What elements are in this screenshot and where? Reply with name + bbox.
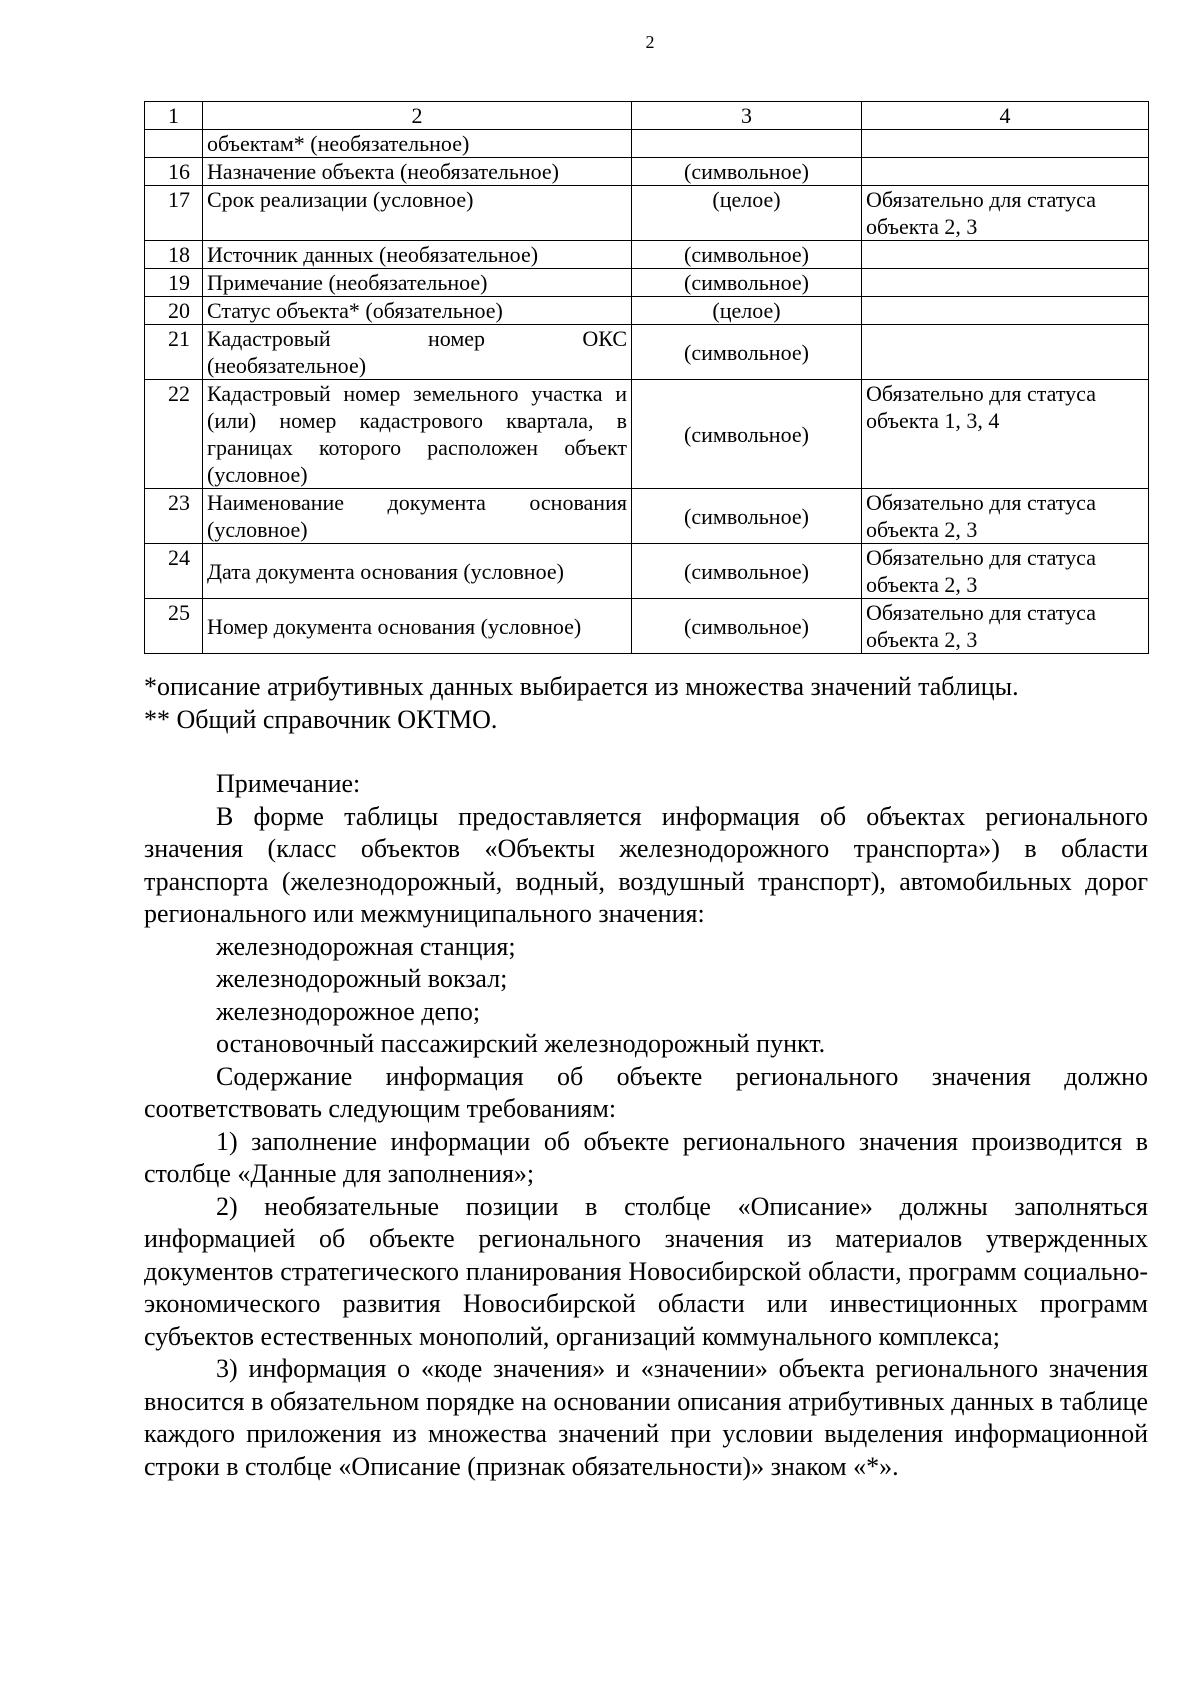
name-line: (необязательное) [207,353,367,378]
note-cell [862,269,1149,297]
table-row [145,186,1149,241]
footnote: *описание атрибутивных данных выбирается из множества значений таблицы. [144,672,1019,701]
footnotes [144,670,1148,736]
name-word: основания [529,490,627,515]
table-row [145,158,1149,186]
note-cell [862,158,1149,186]
name-word: документа [387,490,486,515]
list-item: железнодорожное депо; [216,996,481,1026]
paragraph: Содержание информация об объекте регионального значения должно соответствовать следующим требованиям: [144,1061,1148,1123]
paragraph: 1) заполнение информации об объекте регионального значения производится в столбце «Данные для заполнения»; [144,1126,1148,1188]
name-cell: Кадастровый номер земельного участка и (или) номер кадастрового квартала, в границах которого расположен объект (условное) [203,380,632,489]
page-number: 2 [645,32,655,52]
number-cell: 21 [145,325,203,380]
table-header-row [145,102,1149,130]
paragraph: 2) необязательные позиции в столбце «Описание» должны заполняться информацией об объекте регионального значения из материалов утвержденных документов стратегического планирования Новосибирской области, программ социально-экономического развития Новосибирской области или инвестиционных программ субъектов естественных монополий, организаций коммунального комплекса; [144,1191,1148,1351]
name-word: номер [427,326,486,351]
paragraph: В форме таблицы предоставляется информация об объектах регионального значения (класс объектов «Объекты железнодорожного транспорта») в области транспорта (железнодорожный, водный, воздушный транспорт), автомобильных дорог регионального или межмуниципального значения: [144,801,1148,928]
name-word: ОКС [582,326,627,351]
name-cell: Назначение объекта (необязательное) [203,158,632,186]
type-cell: (целое) [632,186,862,241]
number-cell: 20 [145,297,203,325]
list-item: остановочный пассажирский железнодорожный пункт. [216,1029,826,1058]
note-cell: Обязательно для статуса объекта 2, 3 [862,599,1149,654]
header-cell: 2 [203,102,632,130]
name-cell: Срок реализации (условное) [203,186,632,241]
list-item: железнодорожный вокзал; [216,964,508,993]
number-cell: 18 [145,241,203,269]
name-cell [203,325,632,380]
number-cell: 25 [145,599,203,654]
table-row [145,489,1149,544]
footnote: ** Общий справочник ОКТМО. [144,705,498,734]
table-row [145,269,1149,297]
note-cell [862,297,1149,325]
number-cell: 19 [145,269,203,297]
type-cell: (символьное) [632,599,862,654]
note-cell: Обязательно для статуса объекта 2, 3 [862,489,1149,544]
type-cell: (символьное) [632,489,862,544]
notes-section [144,768,1148,1483]
table-row [145,380,1149,489]
note-cell [862,241,1149,269]
name-cell: Дата документа основания (условное) [203,544,632,599]
name-line: (условное) [207,517,308,542]
number-cell: 16 [145,158,203,186]
note-cell: Обязательно для статуса объекта 2, 3 [862,544,1149,599]
type-cell: (символьное) [632,380,862,489]
type-cell: (символьное) [632,325,862,380]
table-row [145,325,1149,380]
type-cell: (символьное) [632,241,862,269]
notes-title: Примечание: [216,769,361,798]
table-row [145,599,1149,654]
note-cell [862,325,1149,380]
paragraph: 3) информация о «коде значения» и «значении» объекта регионального значения вносится в обязательном порядке на основании описания атрибутивных данных в таблице каждого приложения из множества значений при условии выделения информационной строки в столбце «Описание (признак обязательности)» знаком «*». [144,1354,1148,1481]
name-word: Кадастровый [207,326,331,351]
header-cell: 4 [862,102,1149,130]
name-word: Наименование [207,490,345,515]
name-cell: Статус объекта* (обязательное) [203,297,632,325]
type-cell: (символьное) [632,269,862,297]
note-cell: Обязательно для статуса объекта 2, 3 [862,186,1149,241]
table-row [145,130,1149,158]
type-cell: (символьное) [632,158,862,186]
attributes-table [144,101,1149,654]
name-cell [203,489,632,544]
number-cell: 17 [145,186,203,241]
note-cell: Обязательно для статуса объекта 1, 3, 4 [862,380,1149,489]
name-cell: Источник данных (необязательное) [203,241,632,269]
header-cell: 1 [145,102,203,130]
table-row [145,544,1149,599]
name-cell: объектам* (необязательное) [203,130,632,158]
number-cell: 23 [145,489,203,544]
number-cell: 22 [145,380,203,489]
type-cell: (целое) [632,297,862,325]
type-cell: (символьное) [632,544,862,599]
number-cell: 24 [145,544,203,599]
table-row [145,241,1149,269]
name-cell: Номер документа основания (условное) [203,599,632,654]
header-cell: 3 [632,102,862,130]
name-cell: Примечание (необязательное) [203,269,632,297]
list-item: железнодорожная станция; [216,931,516,961]
table-row [145,297,1149,325]
